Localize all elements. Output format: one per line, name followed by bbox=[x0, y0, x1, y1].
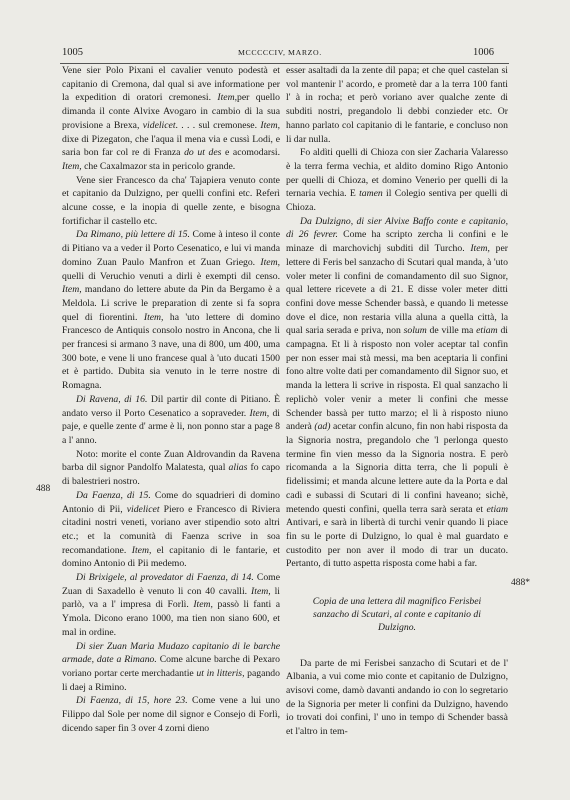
text-segment: Item, bbox=[260, 256, 280, 268]
text-segment: Da parte de mi Ferisbei sanzacho di Scutari et de l' Albania, a vui come mio conte et capitanio de Dulzigno, avisovi come, damò davanti andando io con lo segretario de la Signoria per meter li confini da Dulzigno, havendo io trovati doi confini, l' uno in tempo di Schender bassà et l'altro in tem- bbox=[286, 657, 508, 738]
text-paragraph bbox=[62, 448, 280, 489]
text-paragraph bbox=[62, 174, 280, 229]
text-segment: Item, bbox=[260, 119, 280, 131]
running-header bbox=[0, 47, 570, 61]
text-segment: etiam bbox=[476, 325, 498, 337]
text-segment: li parlò, va a l' impresa di Forlì. bbox=[62, 585, 280, 611]
dispatch-paragraph bbox=[62, 571, 280, 640]
text-segment: Vene sier Polo Pixani el cavalier venuto podestà et capitanio di Cremona, dal qual si ave informatione per la expedition di oratori cremonesi. bbox=[62, 65, 280, 104]
text-segment: di campagna. Et li à risposto non voler aceptar tal confin per non esser mai stà messi, ma ben aceptaria li confini fono altre volte dati per comandamento dil Signor suo, et manda la lettera li scrive in risposta. El qual sanzacho li replichò voler venir a meter li confini che messe Schender bassà per tutto marzo; el li à risposto niuno anderà bbox=[286, 325, 508, 433]
margin-note-right: 488* bbox=[511, 578, 530, 588]
text-segment: Item, bbox=[251, 585, 271, 597]
text-segment: Dil partir dil conte di Pitiano. È andato verso il Porto Cesenatico a sopraveder. bbox=[62, 393, 281, 419]
text-segment: Antivari, e sarà in libertà di turchi venir quando li piace fin su le porte di Dulzigno, lo qual è mal guardato e custodito per non aver il modo di trar un ducato. Pertanto, di tutto aspetta risposta come habi a far. bbox=[286, 517, 508, 570]
text-segment: Fo aldìti quelli di Chioza con sier Zacharia Valaresso è la terra ferma vechia, et aldito domino Rigo Antonio per quelli di Chioza, et domino Venerio per quelli di la ternaria vechia. E bbox=[286, 147, 508, 200]
text-segment: Di Ravena, di 16. bbox=[76, 393, 148, 405]
text-segment: Di Faenza, di 15, hore 23. bbox=[76, 695, 188, 707]
text-segment: acetar confin alcuno, fin non habi risposta da la Signoria nostra, pregandolo che 'l perlonga questo termine fin vien messo da la Signoria nostra. E però ricomanda a la Signoria ditta terra, che li populi è fidelissimi; et manda alcune lettere aute da la Porta e dal cadì e subassi di Scutari di li confini haveano; sichè, metendo questi confini, quella terra sarà serata et bbox=[286, 421, 508, 515]
left-text-column bbox=[62, 64, 280, 735]
text-segment: Come vene a lui uno Filippo dal Sole per nome dil signor e Consejo di Forlì, dicendo saper fin 3 over 4 zorni dieno bbox=[62, 695, 280, 734]
text-segment: etiam bbox=[486, 503, 508, 515]
text-segment: videlicet bbox=[142, 119, 176, 131]
text-segment: (ad) bbox=[314, 421, 331, 433]
text-segment: Come Zuan di Saxadello è venuto li con 40 cavalli. bbox=[62, 572, 281, 597]
text-segment: Item, bbox=[131, 544, 152, 556]
dispatch-paragraph bbox=[62, 694, 280, 735]
text-segment: ha 'uto lettere di domino Francesco de Antiquis consolo nostro in Ancona, che li per francesi si armano 3 nave, una di 800, um 400, uma 300 bote, e vene li uno francese qual à 'uto ducati 1500 et è partido. Dubita sia venuto in le terre nostre di Romagna. bbox=[62, 311, 281, 392]
text-segment: alias bbox=[228, 462, 248, 474]
text-segment: Da Rimano, più lettere di 15. bbox=[76, 229, 190, 241]
text-segment: Item, bbox=[143, 311, 164, 323]
dispatch-paragraph bbox=[62, 640, 280, 695]
text-segment: Noto: morite el conte Zuan Aldrovandin da Ravena barba dil signor Pandolfo Malatesta, qual bbox=[62, 448, 280, 474]
text-segment: Item, bbox=[193, 599, 213, 611]
text-segment: per lettere di Feris bel sanzacho di Scutari qual manda, à 'uto voler meter li confini de comandamento dil suo Signor, qual lettere ricevete a di 21. E disse voler meter ditti confini dove messe Schender bassà, e quando li metesse dove el dice, non restaria villa aluna a quella città, la qual saria serada e priva, non bbox=[286, 243, 508, 337]
text-segment: per quello dimanda il conte Alvixe Avogaro in cambio di la sua provisione a Brexa, bbox=[62, 92, 280, 131]
text-segment: e acomodarsi. bbox=[221, 147, 281, 159]
dispatch-paragraph bbox=[62, 489, 280, 571]
text-segment: Item, bbox=[470, 243, 490, 255]
running-title: MCCCCCIV, MARZO. bbox=[238, 48, 322, 57]
text-segment: di paje, e quelle zente d' arme è li, non ponno star a page 8 a l' anno. bbox=[62, 407, 280, 446]
text-segment: Come do squadrieri di domino Antonio di Pii, bbox=[62, 489, 280, 515]
text-segment: Come alcune barche di Pexaro voriano portar certe merchadantie bbox=[62, 654, 280, 679]
text-segment: esser asaltadi da la zente dil papa; et che quel castelan si vol mantenir l' acordo, e prometè dar a la terra 100 fanti l' à in rocha; et però voriano aver qualche zente di subditi nostri, pregandolo li debbi conzieder etc. Or hanno parlato col capitanio di le fantarie, e concluso non li dar nulla. bbox=[286, 65, 508, 145]
text-segment: . . . . sul cremonese. bbox=[175, 119, 261, 131]
text-paragraph bbox=[286, 146, 508, 215]
text-segment: Come ha scripto zercha li confini e le minaze di marchovichj subditi dil Turcho. bbox=[286, 229, 508, 255]
text-segment: Item, bbox=[62, 284, 82, 296]
text-segment: de ville ma bbox=[426, 325, 477, 337]
text-segment: che Caxalmazor sta in pericolo grande. bbox=[81, 160, 236, 172]
text-segment: Item, bbox=[249, 407, 270, 419]
text-segment: Di Brixigele, al provedator di Faenza, di 14. bbox=[76, 572, 254, 584]
text-segment: Come à inteso il conte di Pitiano va a veder il Porto Cesenatico, e lui vi manda domino Zuan Paulo Manfron et Zuan Griego. bbox=[62, 229, 280, 268]
text-paragraph bbox=[286, 64, 508, 146]
text-segment: tamen bbox=[359, 188, 383, 200]
letter-heading bbox=[294, 595, 500, 635]
dispatch-paragraph bbox=[62, 228, 280, 392]
text-segment: do ut des bbox=[184, 147, 222, 159]
margin-note-left: 488 bbox=[36, 484, 51, 494]
text-paragraph bbox=[286, 657, 508, 739]
page-number-right: 1006 bbox=[473, 47, 494, 58]
text-segment: pagando li daej a Rimino. bbox=[62, 667, 280, 693]
text-segment: passò li fanti a Ymola. Dicono erano 1000, ma tien non siano 600, et mal in ordine. bbox=[62, 599, 280, 638]
text-segment: dixe di Pizegaton, che l'aqua il mena via e cussì Lodi, e saria bon far col re di Franza bbox=[62, 133, 280, 159]
page-number-left: 1005 bbox=[62, 47, 83, 58]
text-segment: videlicet bbox=[126, 503, 160, 515]
text-segment: Piero e Francesco di Riviera citadini nostri veneti, voriano aver stipendio soto altri etc.; et la comunità di Faenza scrive in soa recomandatione. bbox=[62, 503, 280, 556]
text-segment: Item, bbox=[62, 160, 82, 172]
text-segment: Copia de una lettera dil magnifico Ferisbei sanzacho di Scutari, al conte e capitanio di Dulzigno. bbox=[312, 596, 482, 634]
text-segment: quelli di Veruchio venuti a dirli è exempti dil censo. bbox=[62, 270, 280, 282]
text-paragraph bbox=[62, 64, 280, 174]
dispatch-paragraph bbox=[62, 393, 280, 448]
text-segment: Item, bbox=[217, 92, 238, 104]
text-segment: solum bbox=[403, 325, 427, 337]
text-segment: Vene sier Francesco da cha' Tajapiera venuto conte et capitanio da Dulzigno, per quelli confini etc. Referì alcune cosse, e la inopia di quelle zente, e bisogna fortifichar il castello etc. bbox=[62, 174, 280, 227]
text-segment: fo capo di balestrieri nostro. bbox=[62, 462, 281, 488]
text-segment: mandano do lettere abute da Pin da Bergamo è a Meldola. Li scrive le preparation di zente si fa sopra quel di fiorentini. bbox=[62, 284, 280, 323]
text-segment: Da Dulzigno, di sier Alvixe Baffo conte e capitanio, di 26 fevrer. bbox=[286, 215, 508, 241]
text-segment: el capitanio di le fantarie, et domino Antonio di Pii medemo. bbox=[62, 544, 281, 570]
text-segment: il Colegio sentiva per quelli di Chioza. bbox=[286, 188, 508, 214]
dispatch-paragraph bbox=[286, 215, 508, 571]
right-text-column bbox=[286, 64, 508, 739]
text-segment: Di sier Zuan Maria Mudazo capitanio di le barche armade, date a Rimano. bbox=[62, 640, 280, 666]
text-segment: Da Faenza, di 15. bbox=[76, 489, 151, 501]
text-segment: ut in litteris, bbox=[196, 667, 245, 679]
